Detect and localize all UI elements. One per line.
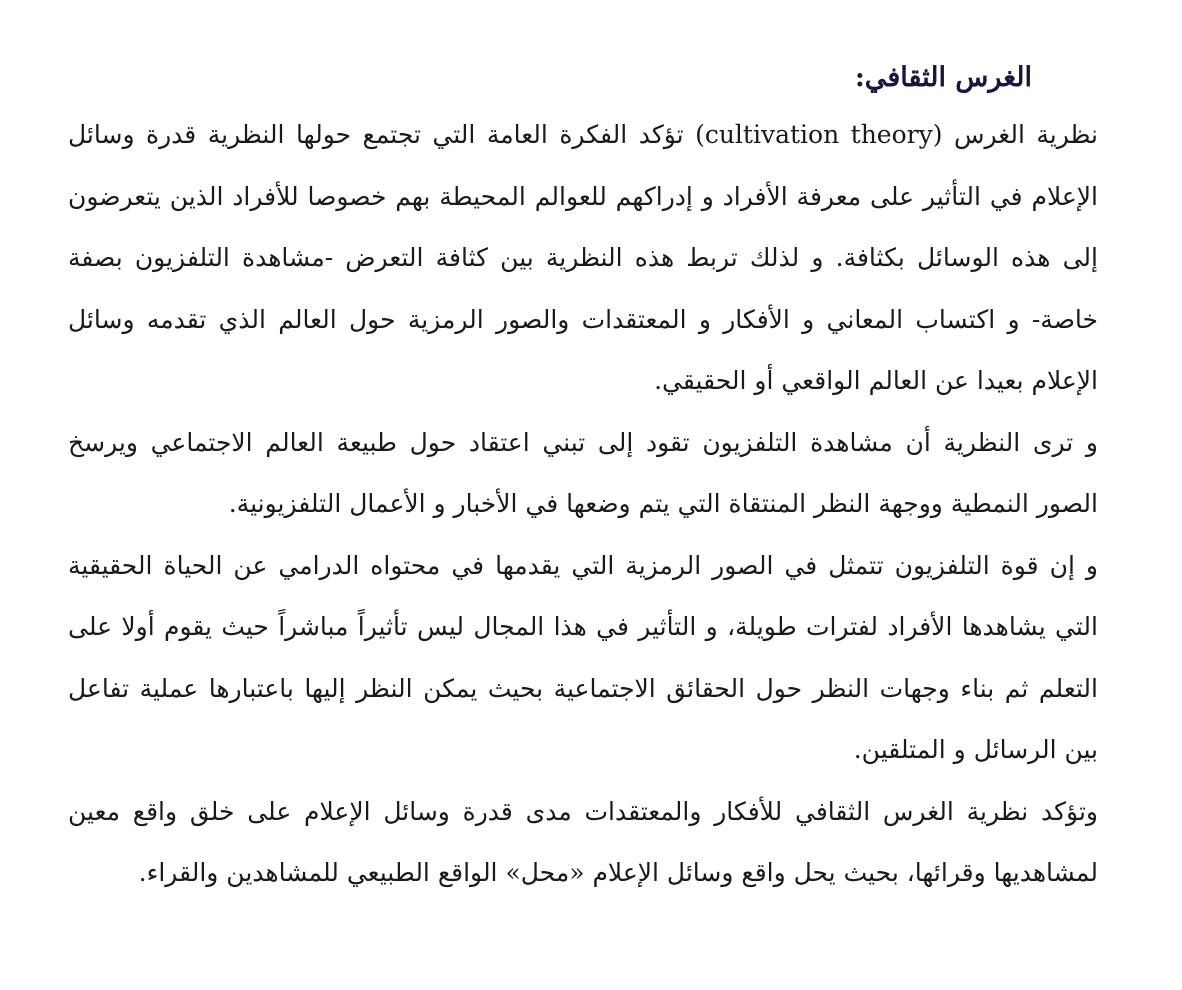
- section-heading: الغرس الثقافي:: [854, 62, 1032, 93]
- paragraph-media-reality: وتؤكد نظرية الغرس الثقافي للأفكار والمعتقدات مدى قدرة وسائل الإعلام على خلق واقع معين لمشاهديها وقرائها، بحيث يحل واقع وسائل الإعلام «محل» الواقع الطبيعي للمشاهدين والقراء.: [68, 796, 1098, 887]
- paragraph-tv-power: و إن قوة التلفزيون تتمثل في الصور الرمزية التي يقدمها في محتواه الدرامي عن الحياة الحقيقية التي يشاهدها الأفراد لفترات طويلة، و التأثير في هذا المجال ليس تأثيراً مباشراً حيث يقوم أولا على التعلم ثم بناء وجهات النظر حول الحقائق الاجتماعية بحيث يمكن النظر إليها باعتبارها عملية تفاعل بين الرسائل و المتلقين.: [68, 550, 1098, 764]
- document-page: [68, 52, 1098, 904]
- paragraph-text: نظرية الغرس (: [932, 120, 1098, 149]
- english-term: cultivation theory: [704, 120, 933, 149]
- paragraph-cultivation-definition: [68, 104, 1098, 412]
- paragraph-tv-worldview: و ترى النظرية أن مشاهدة التلفزيون تقود إلى تبني اعتقاد حول طبيعة العالم الاجتماعي ويرسخ الصور النمطية ووجهة النظر المنتقاة التي يتم وضعها في الأخبار و الأعمال التلفزيونية.: [68, 427, 1098, 518]
- paragraph-text: ) تؤكد الفكرة العامة التي تجتمع حولها النظرية قدرة وسائل الإعلام في التأثير على معرفة الأفراد و إدراكهم للعوالم المحيطة بهم خصوصا للأفراد الذين يتعرضون إلى هذه الوسائل بكثافة. و لذلك تربط هذه النظرية بين كثافة التعرض -مشاهدة التلفزيون بصفة خاصة- و اكتساب المعاني و الأفكار و المعتقدات والصور الرمزية حول العالم الذي تقدمه وسائل الإعلام بعيدا عن العالم الواقعي أو الحقيقي.: [68, 120, 1098, 395]
